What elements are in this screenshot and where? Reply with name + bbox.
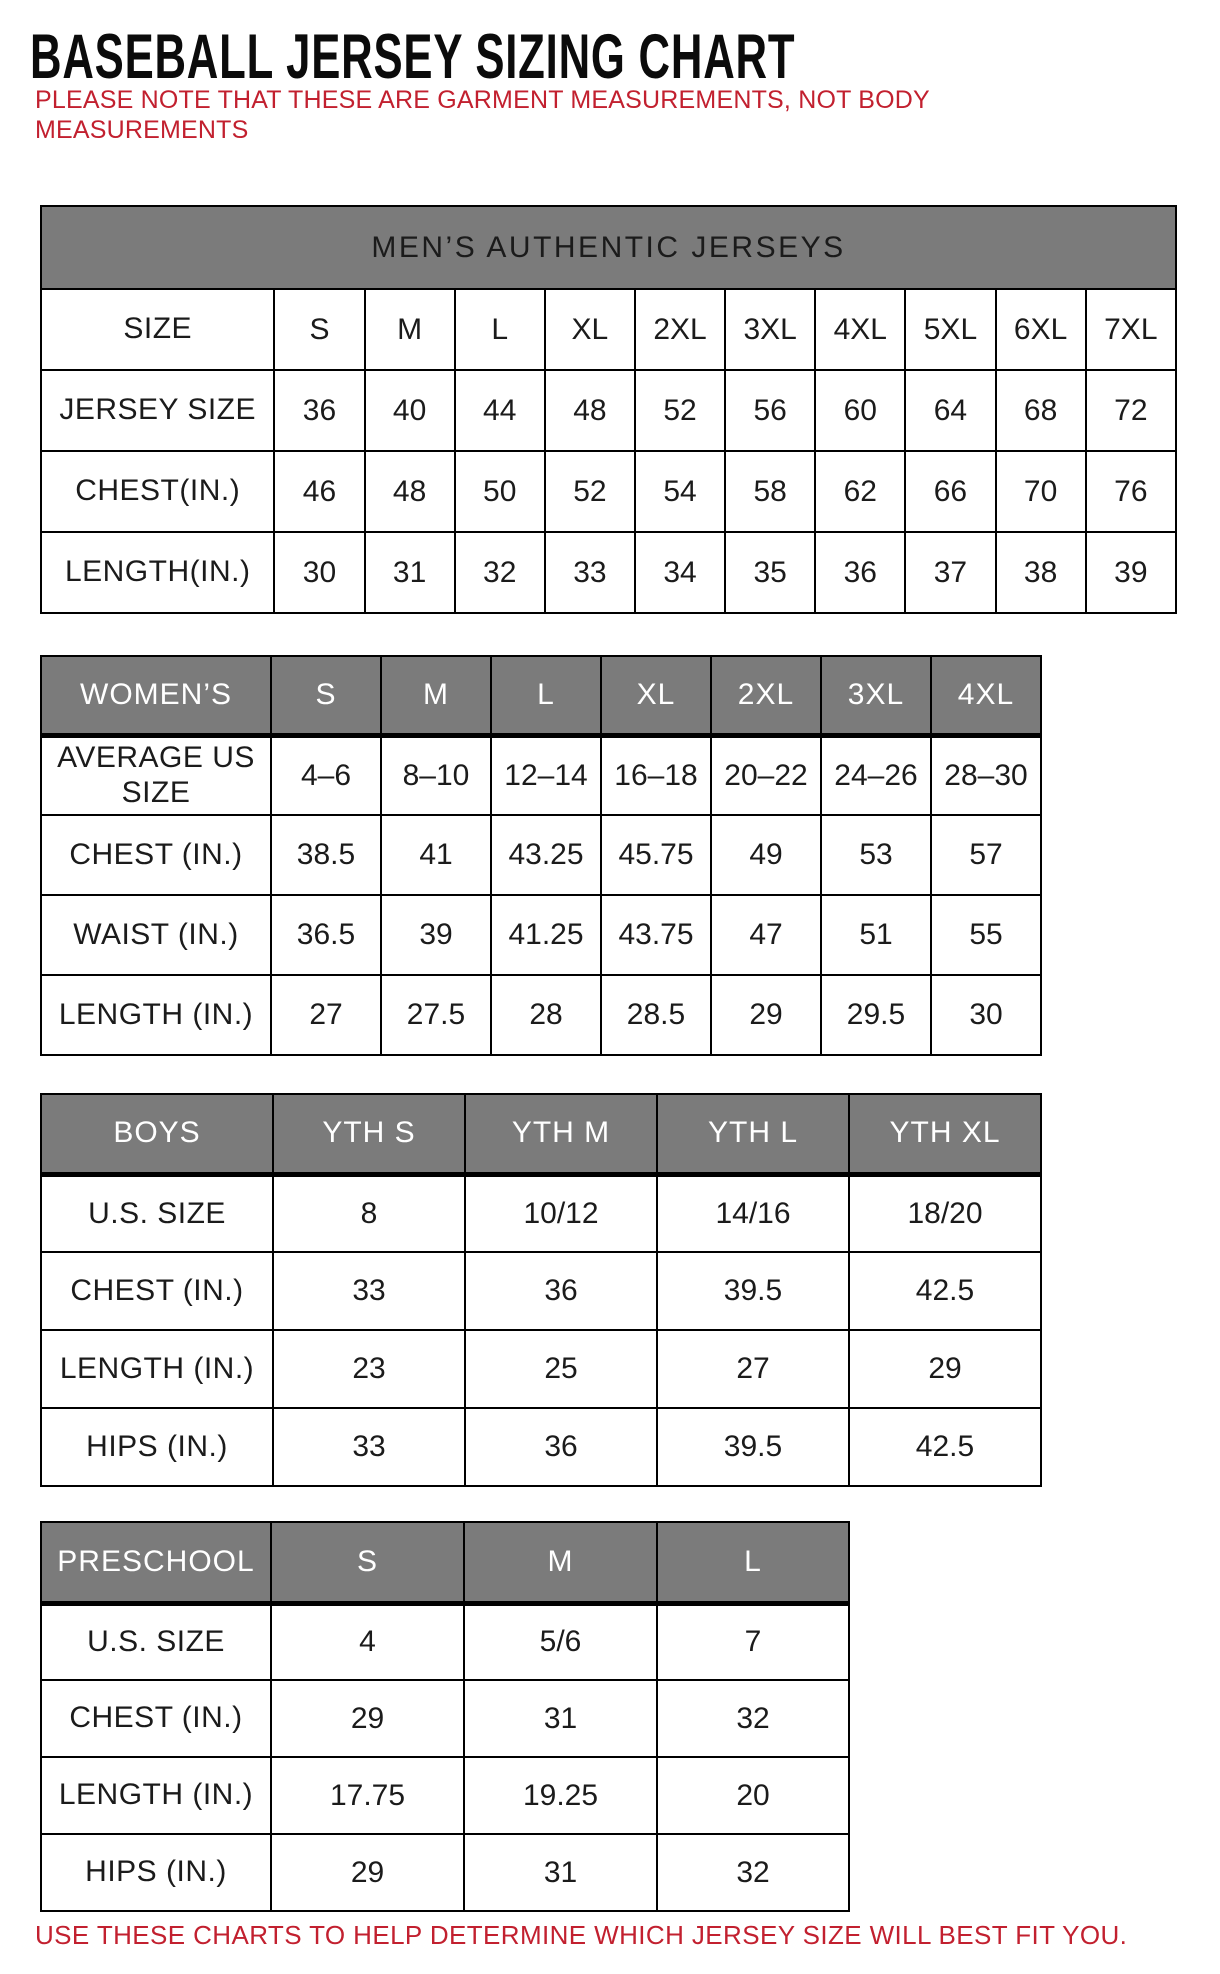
row-label-cell: JERSEY SIZE — [41, 370, 274, 451]
value-cell: 17.75 — [271, 1757, 464, 1834]
table-row — [41, 1757, 849, 1834]
column-header-cell: S — [271, 656, 381, 735]
value-cell: 42.5 — [849, 1252, 1041, 1330]
column-header-cell: WOMEN’S — [41, 656, 271, 735]
value-cell: 36 — [274, 370, 364, 451]
row-label-cell: LENGTH (IN.) — [41, 975, 271, 1055]
value-cell: 31 — [464, 1834, 657, 1911]
value-cell: 35 — [725, 532, 815, 613]
womens-sizing-table — [40, 655, 1042, 1056]
value-cell: 33 — [545, 532, 635, 613]
value-cell: 10/12 — [465, 1174, 657, 1252]
value-cell: 50 — [455, 451, 545, 532]
column-header-cell: XL — [545, 289, 635, 370]
table-row — [41, 1603, 849, 1680]
value-cell: 5/6 — [464, 1603, 657, 1680]
value-cell: 38.5 — [271, 815, 381, 895]
row-label-cell: WAIST (IN.) — [41, 895, 271, 975]
garment-measurement-note: PLEASE NOTE THAT THESE ARE GARMENT MEASUREMENTS, NOT BODY MEASUREMENTS — [35, 86, 930, 144]
row-label-cell: U.S. SIZE — [41, 1603, 271, 1680]
value-cell: 33 — [273, 1408, 465, 1486]
value-cell: 28 — [491, 975, 601, 1055]
value-cell: 18/20 — [849, 1174, 1041, 1252]
value-cell: 7 — [657, 1603, 849, 1680]
value-cell: 38 — [996, 532, 1086, 613]
value-cell: 72 — [1086, 370, 1176, 451]
footer-note: USE THESE CHARTS TO HELP DETERMINE WHICH JERSEY SIZE WILL BEST FIT YOU. — [35, 1920, 1128, 1950]
column-header-cell: 2XL — [635, 289, 725, 370]
column-header-cell: SIZE — [41, 289, 274, 370]
value-cell: 48 — [365, 451, 455, 532]
column-header-cell: S — [271, 1522, 464, 1603]
row-label-cell: LENGTH (IN.) — [41, 1757, 271, 1834]
value-cell: 68 — [996, 370, 1086, 451]
page-title: BASEBALL JERSEY SIZING CHART — [30, 21, 796, 92]
column-header-cell: YTH S — [273, 1094, 465, 1174]
value-cell: 29 — [271, 1834, 464, 1911]
column-header-cell: M — [365, 289, 455, 370]
row-label-cell: AVERAGE US SIZE — [41, 735, 271, 815]
value-cell: 62 — [815, 451, 905, 532]
value-cell: 29 — [849, 1330, 1041, 1408]
value-cell: 30 — [274, 532, 364, 613]
value-cell: 41.25 — [491, 895, 601, 975]
row-label-cell: LENGTH (IN.) — [41, 1330, 273, 1408]
table-row — [41, 895, 1041, 975]
column-header-cell: BOYS — [41, 1094, 273, 1174]
column-header-cell: S — [274, 289, 364, 370]
value-cell: 25 — [465, 1330, 657, 1408]
table-row — [41, 1252, 1041, 1330]
value-cell: 53 — [821, 815, 931, 895]
column-header-cell: 3XL — [821, 656, 931, 735]
value-cell: 24–26 — [821, 735, 931, 815]
value-cell: 28.5 — [601, 975, 711, 1055]
value-cell: 39 — [1086, 532, 1176, 613]
value-cell: 58 — [725, 451, 815, 532]
value-cell: 57 — [931, 815, 1041, 895]
value-cell: 48 — [545, 370, 635, 451]
value-cell: 31 — [464, 1680, 657, 1757]
value-cell: 29 — [711, 975, 821, 1055]
column-header-cell: PRESCHOOL — [41, 1522, 271, 1603]
value-cell: 66 — [905, 451, 995, 532]
row-label-cell: HIPS (IN.) — [41, 1834, 271, 1911]
value-cell: 32 — [657, 1834, 849, 1911]
value-cell: 8–10 — [381, 735, 491, 815]
table-row — [41, 735, 1041, 815]
value-cell: 60 — [815, 370, 905, 451]
table-row — [41, 1834, 849, 1911]
value-cell: 43.75 — [601, 895, 711, 975]
mens-sizing-table — [40, 205, 1177, 614]
boys-sizing-table — [40, 1093, 1042, 1487]
value-cell: 52 — [635, 370, 725, 451]
column-header-cell: 7XL — [1086, 289, 1176, 370]
value-cell: 28–30 — [931, 735, 1041, 815]
value-cell: 56 — [725, 370, 815, 451]
value-cell: 29.5 — [821, 975, 931, 1055]
column-header-cell: L — [657, 1522, 849, 1603]
value-cell: 40 — [365, 370, 455, 451]
row-label-cell: LENGTH(IN.) — [41, 532, 274, 613]
value-cell: 27.5 — [381, 975, 491, 1055]
column-header-cell: 4XL — [931, 656, 1041, 735]
mens-table-banner: MEN’S AUTHENTIC JERSEYS — [41, 206, 1176, 289]
value-cell: 27 — [657, 1330, 849, 1408]
value-cell: 14/16 — [657, 1174, 849, 1252]
column-header-cell: 4XL — [815, 289, 905, 370]
table-row — [41, 1680, 849, 1757]
value-cell: 42.5 — [849, 1408, 1041, 1486]
table-row — [41, 1330, 1041, 1408]
value-cell: 30 — [931, 975, 1041, 1055]
value-cell: 36 — [815, 532, 905, 613]
table-row — [41, 532, 1176, 613]
value-cell: 46 — [274, 451, 364, 532]
value-cell: 32 — [657, 1680, 849, 1757]
value-cell: 55 — [931, 895, 1041, 975]
value-cell: 36 — [465, 1252, 657, 1330]
value-cell: 44 — [455, 370, 545, 451]
value-cell: 29 — [271, 1680, 464, 1757]
value-cell: 37 — [905, 532, 995, 613]
value-cell: 23 — [273, 1330, 465, 1408]
column-header-cell: L — [491, 656, 601, 735]
table-row — [41, 1174, 1041, 1252]
value-cell: 20 — [657, 1757, 849, 1834]
value-cell: 39 — [381, 895, 491, 975]
table-row — [41, 975, 1041, 1055]
preschool-sizing-table — [40, 1521, 850, 1912]
table-row — [41, 451, 1176, 532]
column-header-cell: 5XL — [905, 289, 995, 370]
value-cell: 70 — [996, 451, 1086, 532]
value-cell: 64 — [905, 370, 995, 451]
value-cell: 41 — [381, 815, 491, 895]
value-cell: 12–14 — [491, 735, 601, 815]
value-cell: 19.25 — [464, 1757, 657, 1834]
value-cell: 31 — [365, 532, 455, 613]
value-cell: 8 — [273, 1174, 465, 1252]
row-label-cell: CHEST (IN.) — [41, 1252, 273, 1330]
column-header-cell: 3XL — [725, 289, 815, 370]
row-label-cell: HIPS (IN.) — [41, 1408, 273, 1486]
value-cell: 43.25 — [491, 815, 601, 895]
value-cell: 39.5 — [657, 1408, 849, 1486]
value-cell: 76 — [1086, 451, 1176, 532]
table-row — [41, 1408, 1041, 1486]
column-header-cell: M — [464, 1522, 657, 1603]
value-cell: 4–6 — [271, 735, 381, 815]
value-cell: 51 — [821, 895, 931, 975]
value-cell: 27 — [271, 975, 381, 1055]
value-cell: 20–22 — [711, 735, 821, 815]
table-row — [41, 370, 1176, 451]
value-cell: 32 — [455, 532, 545, 613]
value-cell: 16–18 — [601, 735, 711, 815]
column-header-cell: L — [455, 289, 545, 370]
value-cell: 47 — [711, 895, 821, 975]
value-cell: 33 — [273, 1252, 465, 1330]
column-header-cell: YTH M — [465, 1094, 657, 1174]
column-header-cell: XL — [601, 656, 711, 735]
column-header-cell: YTH XL — [849, 1094, 1041, 1174]
column-header-cell: 6XL — [996, 289, 1086, 370]
value-cell: 52 — [545, 451, 635, 532]
row-label-cell: CHEST(IN.) — [41, 451, 274, 532]
column-header-cell: YTH L — [657, 1094, 849, 1174]
column-header-cell: 2XL — [711, 656, 821, 735]
table-row — [41, 815, 1041, 895]
value-cell: 45.75 — [601, 815, 711, 895]
row-label-cell: CHEST (IN.) — [41, 815, 271, 895]
value-cell: 34 — [635, 532, 725, 613]
row-label-cell: U.S. SIZE — [41, 1174, 273, 1252]
value-cell: 4 — [271, 1603, 464, 1680]
value-cell: 49 — [711, 815, 821, 895]
value-cell: 54 — [635, 451, 725, 532]
row-label-cell: CHEST (IN.) — [41, 1680, 271, 1757]
value-cell: 36 — [465, 1408, 657, 1486]
column-header-cell: M — [381, 656, 491, 735]
value-cell: 36.5 — [271, 895, 381, 975]
value-cell: 39.5 — [657, 1252, 849, 1330]
